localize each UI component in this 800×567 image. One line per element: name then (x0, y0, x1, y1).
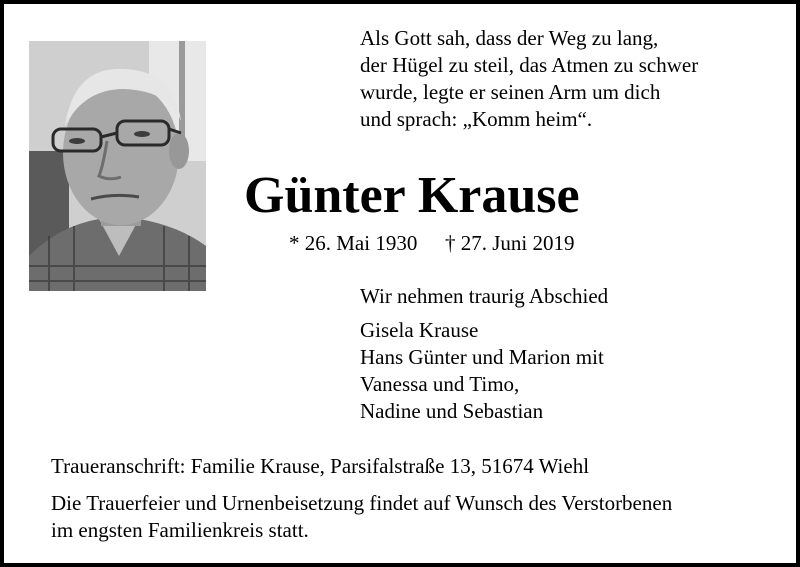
poem (360, 25, 698, 133)
death-date: † 27. Juni 2019 (445, 231, 575, 255)
poem-line: der Hügel zu steil, das Atmen zu schwer (360, 53, 699, 77)
poem-line: wurde, legte er seinen Arm um dich (360, 80, 661, 104)
mourners (360, 283, 608, 425)
notice-line: Die Trauerfeier und Urnenbeisetzung findet auf Wunsch des Verstorbenen (51, 491, 673, 515)
mourner-name: Gisela Krause (360, 318, 479, 342)
poem-line: Als Gott sah, dass der Weg zu lang, (360, 26, 659, 50)
poem-line: und sprach: „Komm heim“. (360, 107, 593, 131)
notice-line: im engsten Familienkreis statt. (51, 518, 309, 542)
deceased-name: Günter Krause (244, 167, 580, 224)
mourner-name: Hans Günter und Marion mit (360, 345, 604, 369)
mourning-address: Traueranschrift: Familie Krause, Parsifalstraße 13, 51674 Wiehl (51, 454, 590, 478)
farewell-intro: Wir nehmen traurig Abschied (360, 284, 609, 308)
funeral-notice (51, 490, 672, 544)
portrait-photo (29, 41, 206, 291)
birth-date: * 26. Mai 1930 (289, 231, 418, 255)
mourner-name: Nadine und Sebastian (360, 399, 544, 423)
mourner-name: Vanessa und Timo, (360, 372, 520, 396)
